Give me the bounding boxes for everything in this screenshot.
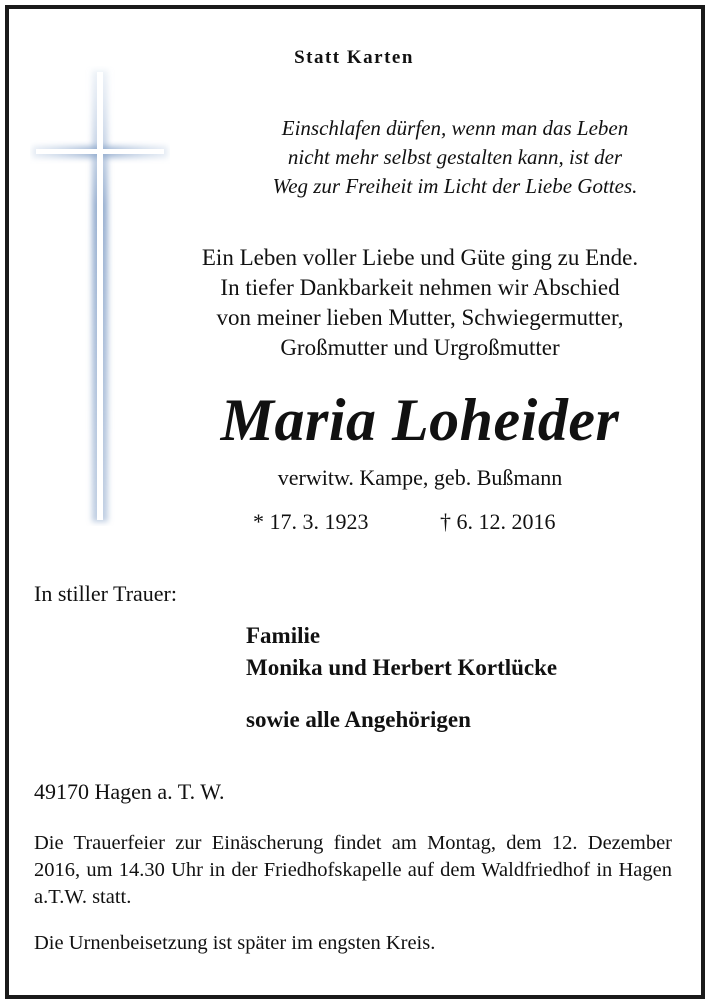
relatives-line: sowie alle Angehörigen — [246, 707, 471, 732]
intro-line: Großmutter und Urgroßmutter — [280, 335, 560, 360]
address: 49170 Hagen a. T. W. — [34, 779, 225, 804]
urn-burial-note: Die Urnenbeisetzung ist später im engsten Kreis. — [34, 932, 436, 954]
motto-quote — [220, 114, 690, 201]
ceremony-details: Die Trauerfeier zur Einäscherung findet am Montag, dem 12. Dezember 2016, um 14.30 Uhr in der Friedhofskapelle auf dem Waldfriedhof in Hagen a.T.W. statt. — [34, 832, 672, 908]
mourning-label: In stiller Trauer: — [34, 581, 177, 606]
maiden-names: verwitw. Kampe, geb. Bußmann — [277, 465, 563, 490]
intro-text — [150, 243, 690, 363]
birth-date: * 17. 3. 1923 — [253, 509, 369, 534]
family-line: Familie — [246, 623, 321, 648]
intro-line: Ein Leben voller Liebe und Güte ging zu Ende. — [201, 245, 639, 270]
motto-line: nicht mehr selbst gestalten kann, ist der — [287, 145, 623, 169]
intro-line: von meiner lieben Mutter, Schwiegermutter, — [216, 305, 624, 330]
family-line: Monika und Herbert Kortlücke — [246, 655, 558, 680]
header-title: Statt Karten — [294, 47, 414, 68]
family-names — [246, 620, 557, 684]
motto-line: Weg zur Freiheit im Licht der Liebe Gottes. — [272, 174, 638, 198]
intro-line: In tiefer Dankbarkeit nehmen wir Abschied — [220, 275, 620, 300]
cross-icon — [30, 66, 170, 526]
death-date: † 6. 12. 2016 — [440, 509, 556, 534]
motto-line: Einschlafen dürfen, wenn man das Leben — [281, 116, 629, 140]
deceased-name: Maria Loheider — [220, 387, 620, 453]
